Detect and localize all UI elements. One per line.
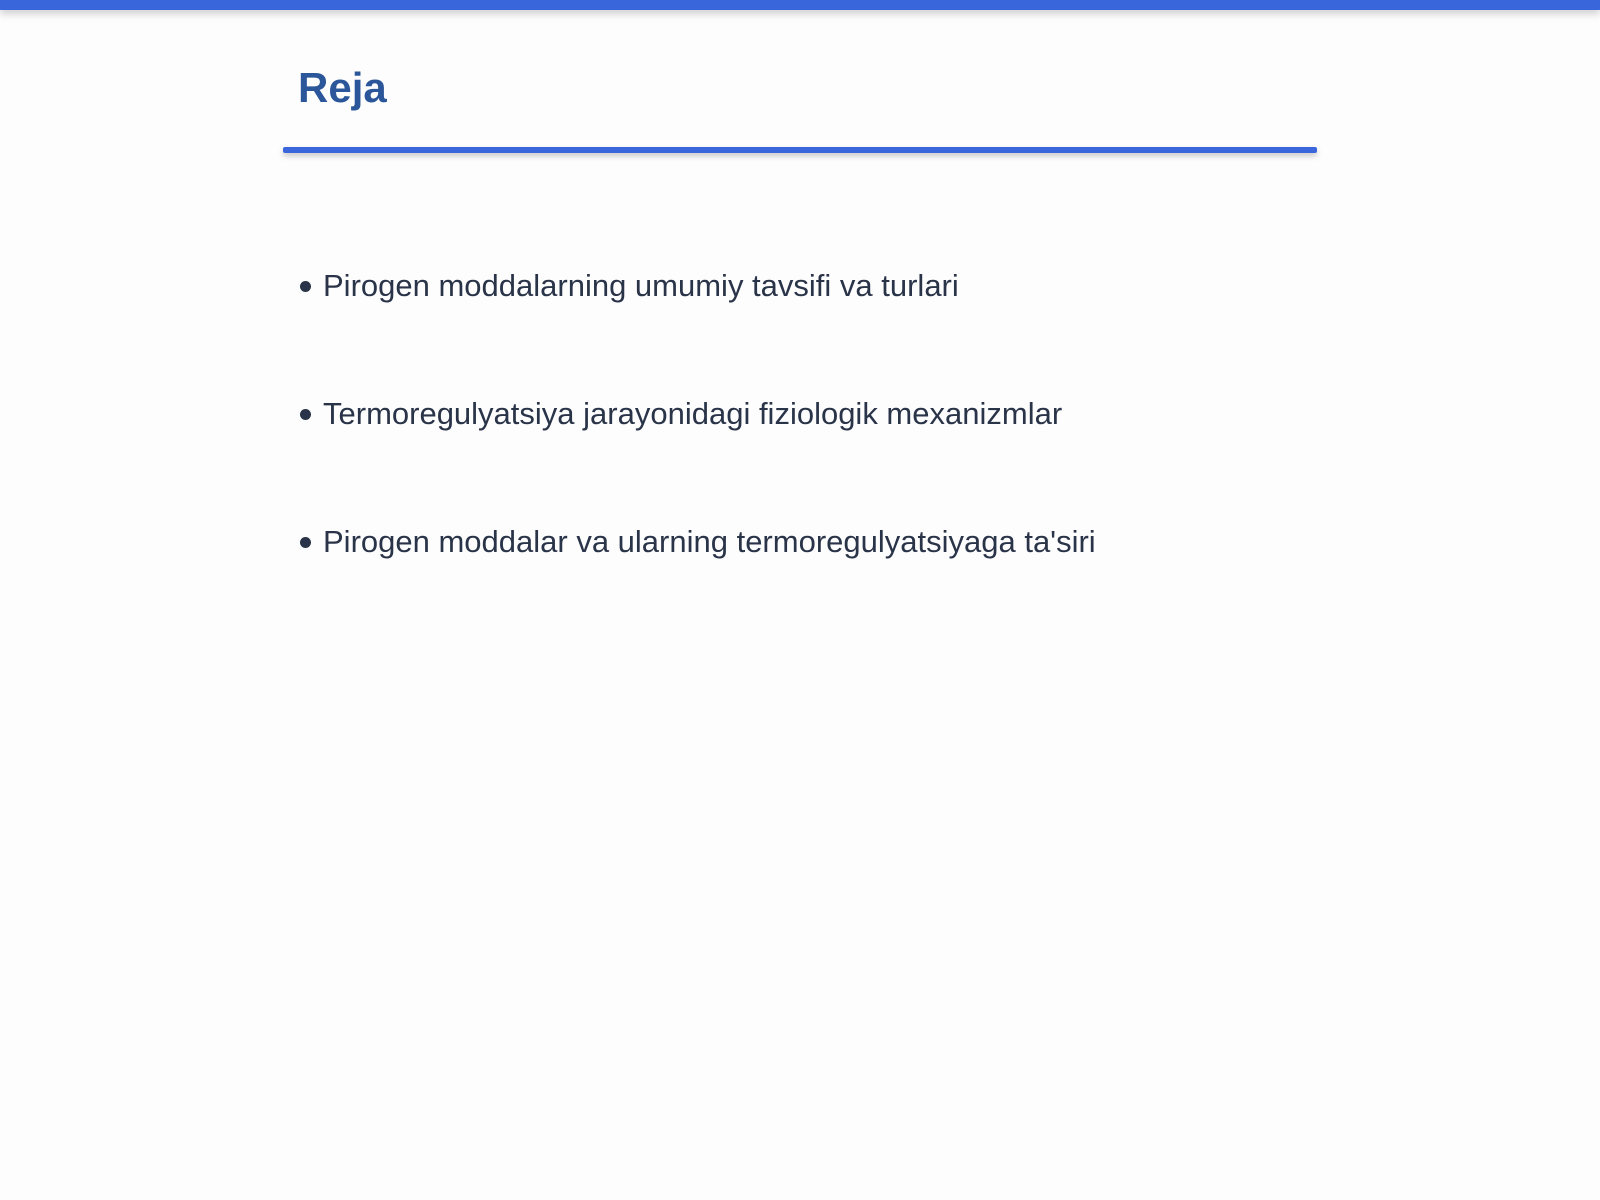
top-accent-bar bbox=[0, 0, 1600, 10]
list-item bbox=[300, 518, 1096, 566]
page-title: Reja bbox=[298, 64, 387, 111]
bullet-icon bbox=[300, 537, 311, 548]
bullet-icon bbox=[300, 281, 311, 292]
list-item bbox=[300, 262, 1096, 310]
bullet-list bbox=[300, 262, 1096, 646]
list-item bbox=[300, 390, 1096, 438]
list-item-text: Pirogen moddalar va ularning termoregulyatsiyaga ta'siri bbox=[323, 524, 1096, 559]
list-item-text: Pirogen moddalarning umumiy tavsifi va turlari bbox=[323, 268, 959, 303]
title-underline bbox=[283, 147, 1317, 153]
list-item-text: Termoregulyatsiya jarayonidagi fiziologik mexanizmlar bbox=[323, 396, 1063, 431]
bullet-icon bbox=[300, 409, 311, 420]
